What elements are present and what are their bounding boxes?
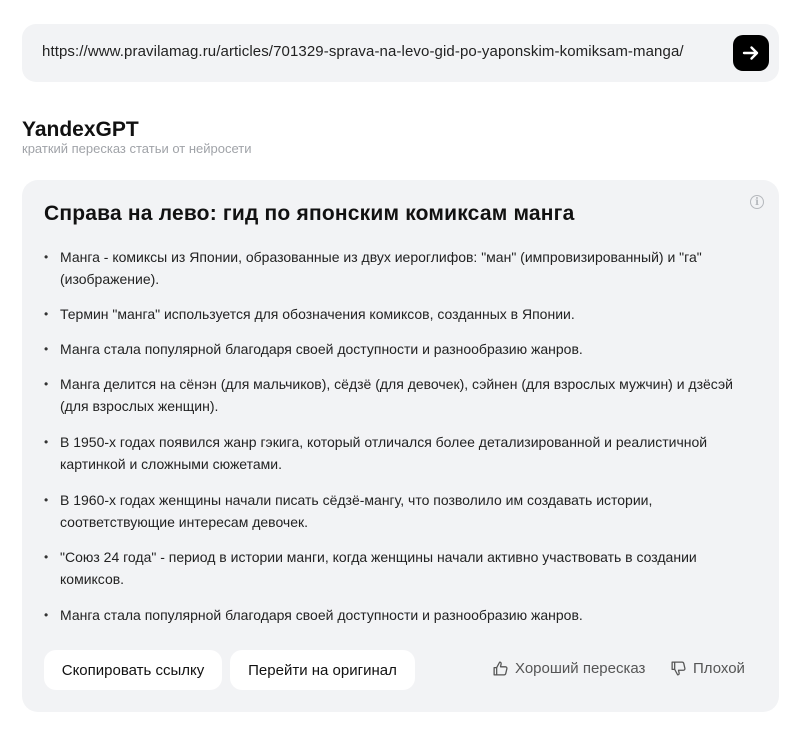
bad-summary-label: Плохой	[693, 660, 745, 677]
open-original-button[interactable]: Перейти на оригинал	[230, 650, 415, 690]
copy-link-button[interactable]: Скопировать ссылку	[44, 650, 222, 690]
bad-summary-button[interactable]	[670, 660, 745, 677]
url-text[interactable]: https://www.pravilamag.ru/articles/701329-sprava-na-levo-gid-po-yaponskim-komiksam-manga/	[42, 43, 684, 60]
thumbs-up-icon	[492, 660, 509, 677]
info-icon[interactable]: i	[750, 195, 764, 209]
summary-item: • Термин "манга" используется для обозначения комиксов, созданных в Японии.	[44, 303, 744, 325]
summary-item: • Манга стала популярной благодаря своей доступности и разнообразию жанров.	[44, 604, 744, 626]
thumbs-down-icon	[670, 660, 687, 677]
article-title: Справа на лево: гид по японским комиксам манга	[44, 202, 575, 225]
good-summary-label: Хороший пересказ	[515, 660, 646, 677]
summary-item: • Манга стала популярной благодаря своей доступности и разнообразию жанров.	[44, 338, 744, 360]
summary-item: • "Союз 24 года" - период в истории манги, когда женщины начали активно участвовать в создании комиксов.	[44, 546, 744, 590]
go-button[interactable]	[733, 35, 769, 71]
brand-subtitle: краткий пересказ статьи от нейросети	[22, 141, 252, 156]
arrow-right-icon	[741, 43, 761, 63]
summary-item: • Манга делится на сёнэн (для мальчиков), сёдзё (для девочек), сэйнен (для взрослых мужчин) и дзёсэй (для взрослых женщин).	[44, 373, 744, 417]
summary-card	[22, 180, 779, 712]
good-summary-button[interactable]	[492, 660, 645, 677]
summary-item: • Манга - комиксы из Японии, образованные из двух иероглифов: "ман" (импровизированный) и "га" (изображение).	[44, 246, 744, 290]
summary-item: • В 1950-х годах появился жанр гэкига, который отличался более детализированной и реалистичной картинкой и сложными сюжетами.	[44, 431, 744, 475]
summary-item: • В 1960-х годах женщины начали писать сёдзё-мангу, что позволило им создавать истории, соответствующие интересам девочек.	[44, 489, 744, 533]
brand-title: YandexGPT	[22, 118, 139, 141]
url-bar[interactable]	[22, 24, 779, 82]
